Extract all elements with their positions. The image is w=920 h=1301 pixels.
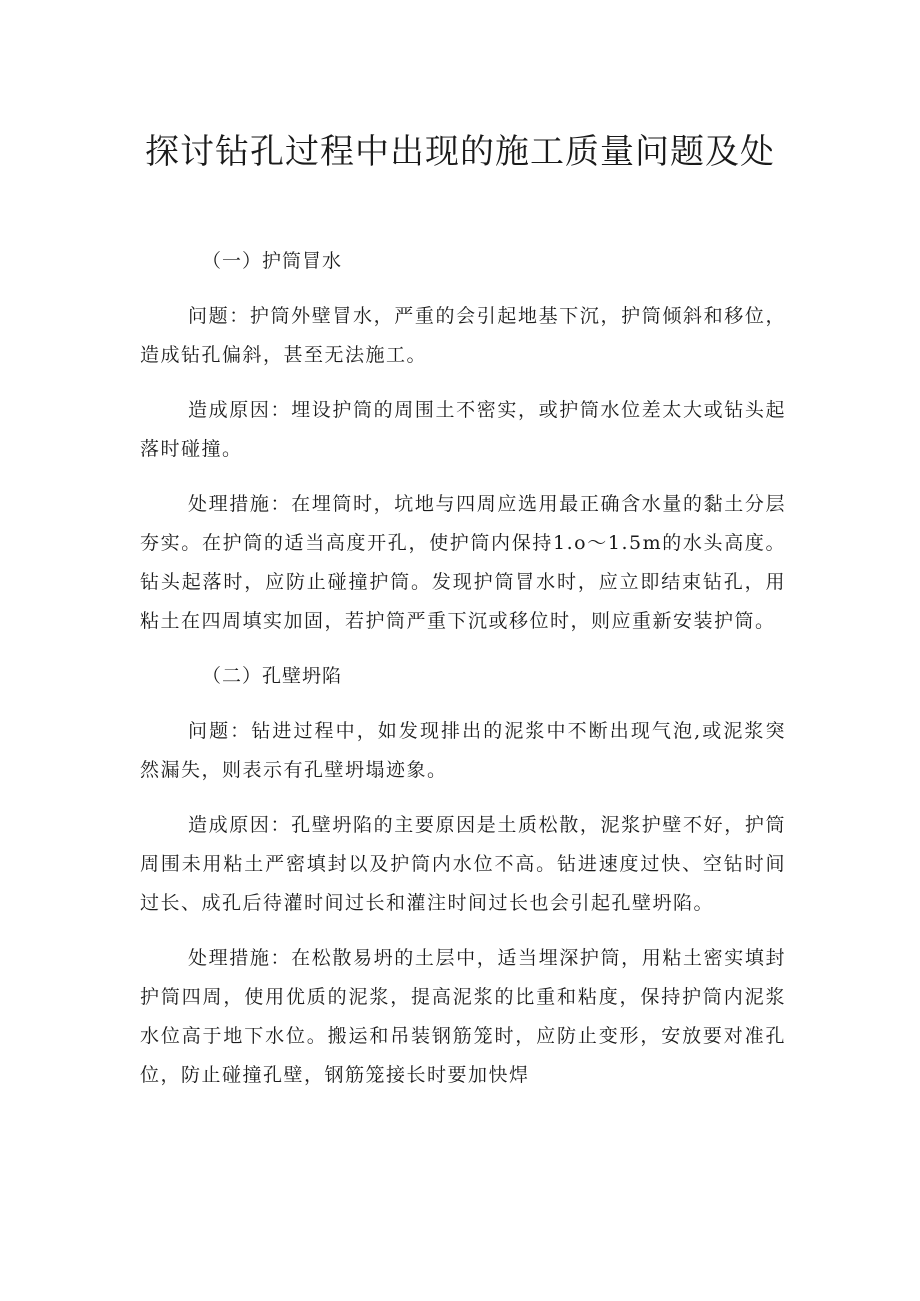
paragraph-measures: 处理措施：在埋筒时，坑地与四周应选用最正确含水量的黏土分层夯实。在护筒的适当高度开孔，使护筒内保持1.o～1.5m的水头高度。钻头起落时，应防止碰撞护筒。发现护筒冒水时，应立即结束钻孔，用粘土在四周填实加固，若护筒严重下沉或移位时，则应重新安装护筒。: [140, 493, 786, 632]
section-heading: （二）孔壁坍陷: [202, 665, 343, 687]
paragraph-cause: 造成原因：埋设护筒的周围土不密实，或护筒水位差太大或钻头起落时碰撞。: [140, 399, 786, 460]
document-title: 探讨钻孔过程中出现的施工质量问题及处: [145, 132, 775, 172]
paragraph-cause: 造成原因：孔壁坍陷的主要原因是土质松散，泥浆护壁不好，护筒周围未用粘土严密填封以及护筒内水位不高。钻进速度过快、空钻时间过长、成孔后待灌时间过长和灌注时间过长也会引起孔壁坍陷。: [140, 814, 786, 914]
paragraph-measures: 处理措施：在松散易坍的土层中，适当埋深护筒，用粘土密实填封护筒四周，使用优质的泥浆，提高泥浆的比重和粘度，保持护筒内泥浆水位高于地下水位。搬运和吊装钢筋笼时，应防止变形，安放要对准孔位，防止碰撞孔壁，钢筋笼接长时要加快焊: [140, 947, 786, 1086]
paragraph-problem: 问题：钻进过程中，如发现排出的泥浆中不断出现气泡,或泥浆突然漏失，则表示有孔壁坍塌迹象。: [140, 720, 786, 781]
paragraph-problem: 问题：护筒外壁冒水，严重的会引起地基下沉，护筒倾斜和移位，造成钻孔偏斜，甚至无法施工。: [140, 305, 786, 366]
section-heading: （一）护筒冒水: [202, 250, 343, 272]
document-body: [140, 242, 786, 1111]
